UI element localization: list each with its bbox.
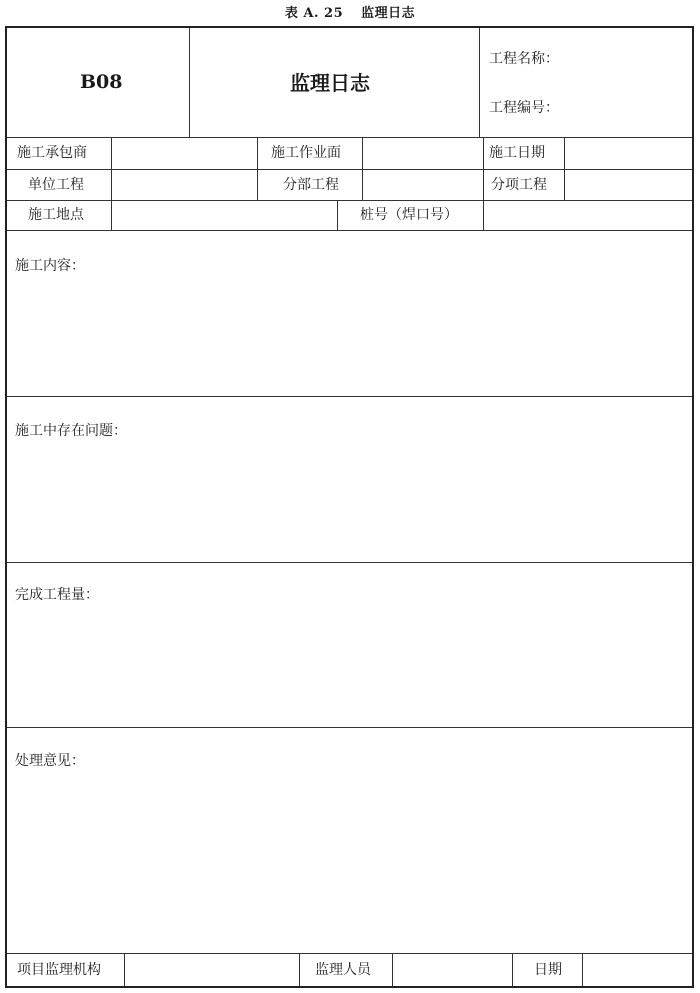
rule-footer-v2 [299, 953, 300, 986]
completed-quantity-label: 完成工程量： [15, 587, 99, 603]
unit-project-field[interactable] [112, 170, 256, 199]
table-caption [0, 2, 700, 21]
supervision-org-label: 项目监理机构 [17, 962, 101, 978]
rule-header-v1 [189, 28, 190, 137]
supervision-org-field[interactable] [125, 954, 298, 985]
work-face-field[interactable] [363, 138, 482, 168]
construction-issues-label: 施工中存在问题： [15, 423, 127, 439]
pile-number-label: 桩号（焊口号） [360, 207, 458, 223]
handling-opinion-area[interactable] [8, 774, 691, 951]
project-name-label: 工程名称： [489, 51, 559, 67]
location-label: 施工地点 [28, 207, 84, 223]
rule-issues-bottom [7, 562, 692, 563]
division-project-field[interactable] [363, 170, 482, 199]
rule-content-bottom [7, 396, 692, 397]
footer-date-label: 日期 [534, 962, 562, 978]
construction-date-field[interactable] [565, 138, 691, 168]
caption-name: 监理日志 [361, 6, 416, 21]
construction-content-area[interactable] [8, 278, 691, 394]
division-project-label: 分部工程 [283, 177, 339, 193]
construction-date-label: 施工日期 [489, 145, 545, 161]
rule-quantity-bottom [7, 727, 692, 728]
project-number-label: 工程编号： [489, 100, 559, 116]
pile-number-field[interactable] [484, 201, 691, 229]
rule-row3-v [337, 200, 338, 230]
item-project-label: 分项工程 [491, 177, 547, 193]
construction-content-label: 施工内容： [15, 258, 85, 274]
contractor-label: 施工承包商 [17, 145, 87, 161]
supervision-staff-label: 监理人员 [315, 962, 371, 978]
rule-header-v2 [479, 28, 480, 137]
handling-opinion-label: 处理意见： [15, 753, 85, 769]
form-code: B08 [80, 71, 123, 93]
project-name-field[interactable] [563, 46, 689, 72]
item-project-field[interactable] [565, 170, 691, 199]
footer-date-field[interactable] [583, 954, 691, 985]
rule-row3-bottom [7, 230, 692, 231]
project-number-field[interactable] [563, 95, 689, 121]
location-field[interactable] [112, 201, 336, 229]
caption-number: 表 A. 25 [284, 6, 344, 21]
contractor-field[interactable] [112, 138, 256, 168]
rule-row-v2 [257, 137, 258, 200]
rule-footer-v4 [512, 953, 513, 986]
completed-quantity-area[interactable] [8, 608, 691, 725]
unit-project-label: 单位工程 [28, 177, 84, 193]
supervision-staff-field[interactable] [393, 954, 511, 985]
form-title: 监理日志 [290, 71, 370, 95]
work-face-label: 施工作业面 [271, 145, 341, 161]
supervision-log-form [5, 26, 694, 988]
construction-issues-area[interactable] [8, 443, 691, 560]
